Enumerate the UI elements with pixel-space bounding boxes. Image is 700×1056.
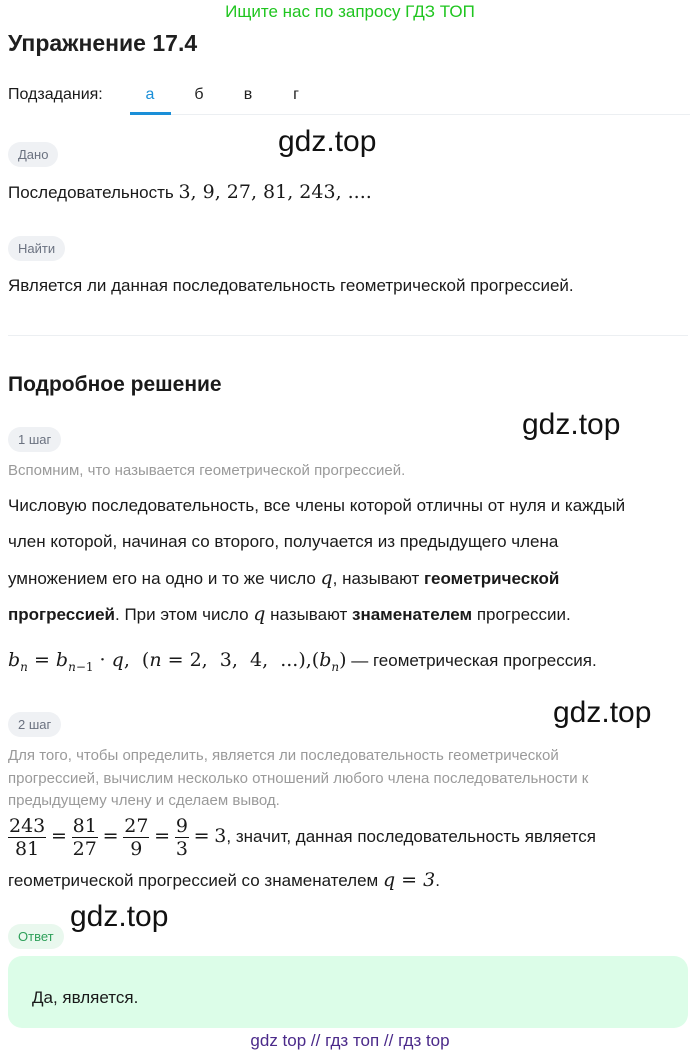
active-tab-indicator bbox=[130, 112, 171, 115]
fraction-denominator: 3 bbox=[175, 838, 188, 860]
answer-text: Да, является. bbox=[32, 988, 139, 1007]
tab-a[interactable]: а bbox=[145, 86, 155, 103]
text-run: . bbox=[435, 871, 440, 890]
fraction-numerator: 243 bbox=[9, 815, 46, 837]
given-badge: Дано bbox=[8, 142, 58, 167]
text-run: умножением его на одно и то же число bbox=[8, 569, 321, 588]
term-ratio: знаменателем bbox=[352, 605, 473, 624]
watermark: gdz.top bbox=[70, 900, 169, 933]
top-banner: Ищите нас по запросу ГДЗ ТОП bbox=[225, 2, 475, 21]
step1-hint: Вспомним, что называется геометрической прогрессией. bbox=[8, 462, 406, 479]
fraction-denominator: 9 bbox=[130, 838, 143, 860]
fraction-3 bbox=[123, 815, 149, 860]
footer-links[interactable]: gdz top // гдз топ // гдз top bbox=[250, 1031, 450, 1050]
watermark: gdz.top bbox=[522, 408, 621, 441]
ratio-equation bbox=[8, 815, 596, 860]
subtasks-label: Подзадания: bbox=[8, 86, 103, 103]
given-sequence: 3, 9, 27, 81, 243, .... bbox=[178, 181, 372, 203]
fraction-2 bbox=[72, 815, 98, 860]
ratio-result: 3 bbox=[214, 824, 227, 847]
given-label: Последовательность bbox=[8, 183, 174, 202]
solution-title: Подробное решение bbox=[8, 373, 222, 396]
watermark: gdz.top bbox=[553, 696, 652, 729]
answer-badge: Ответ bbox=[8, 924, 64, 949]
step2-hint-1: Для того, чтобы определить, является ли последовательность геометрической bbox=[8, 747, 559, 764]
fraction-numerator: 27 bbox=[124, 815, 149, 837]
text-run: . При этом число bbox=[115, 605, 254, 624]
fraction-numerator: 9 bbox=[175, 815, 188, 837]
text-run: называют bbox=[265, 605, 352, 624]
step1-line2: член которой, начиная со второго, получается из предыдущего члена bbox=[8, 532, 559, 551]
fraction-numerator: 81 bbox=[72, 815, 97, 837]
term-progression: прогрессией bbox=[8, 605, 115, 624]
equals-sign: = bbox=[102, 824, 119, 847]
tab-b[interactable]: б bbox=[194, 86, 204, 103]
tab-v[interactable]: в bbox=[243, 86, 253, 103]
step2-hint-3: предыдущему члену и сделаем вывод. bbox=[8, 792, 280, 809]
conclusion-1: , значит, данная последовательность является bbox=[226, 826, 596, 846]
step2-badge: 2 шаг bbox=[8, 712, 61, 737]
fraction-denominator: 81 bbox=[15, 838, 40, 860]
equals-sign: = bbox=[51, 824, 67, 847]
step1-line1: Числовую последовательность, все члены которой отличны от нуля и каждый bbox=[8, 496, 626, 515]
equals-sign: = bbox=[154, 824, 171, 847]
formula-tail: — геометрическая прогрессия. bbox=[346, 651, 597, 670]
page-title: Упражнение 17.4 bbox=[8, 30, 198, 56]
term-geometric: геометрической bbox=[423, 569, 560, 588]
section-divider bbox=[8, 335, 688, 336]
step1-badge: 1 шаг bbox=[8, 427, 61, 452]
step1-line3 bbox=[8, 560, 559, 597]
find-text: Является ли данная последовательность геометрической прогрессией. bbox=[8, 276, 574, 295]
formula-math: $b_n = b_{n-1} \cdot q$, (n = 2, 3, 4, $...),(b_n)$ bbox=[8, 649, 347, 674]
conclusion-math: q = 3 bbox=[382, 869, 436, 891]
text-run: прогрессии. bbox=[472, 605, 571, 624]
tabs-divider bbox=[130, 114, 690, 115]
step1-formula bbox=[8, 642, 597, 685]
tab-g[interactable]: г bbox=[293, 86, 299, 103]
conclusion-line-2 bbox=[8, 862, 440, 899]
var-q: q bbox=[320, 567, 333, 589]
text-run: , называют bbox=[332, 569, 424, 588]
fraction-4 bbox=[175, 815, 189, 860]
step2-hint-2: прогрессией, вычислим несколько отношений любого члена последовательности к bbox=[8, 770, 589, 787]
find-badge: Найти bbox=[8, 236, 65, 261]
fraction-1 bbox=[8, 815, 46, 860]
given-text bbox=[8, 174, 372, 211]
equals-sign: = bbox=[193, 824, 210, 847]
var-q: q bbox=[253, 603, 266, 625]
step1-line4 bbox=[8, 596, 571, 633]
text-run: геометрической прогрессией со знаменателем bbox=[8, 871, 383, 890]
watermark: gdz.top bbox=[278, 125, 377, 158]
fraction-denominator: 27 bbox=[72, 838, 97, 860]
